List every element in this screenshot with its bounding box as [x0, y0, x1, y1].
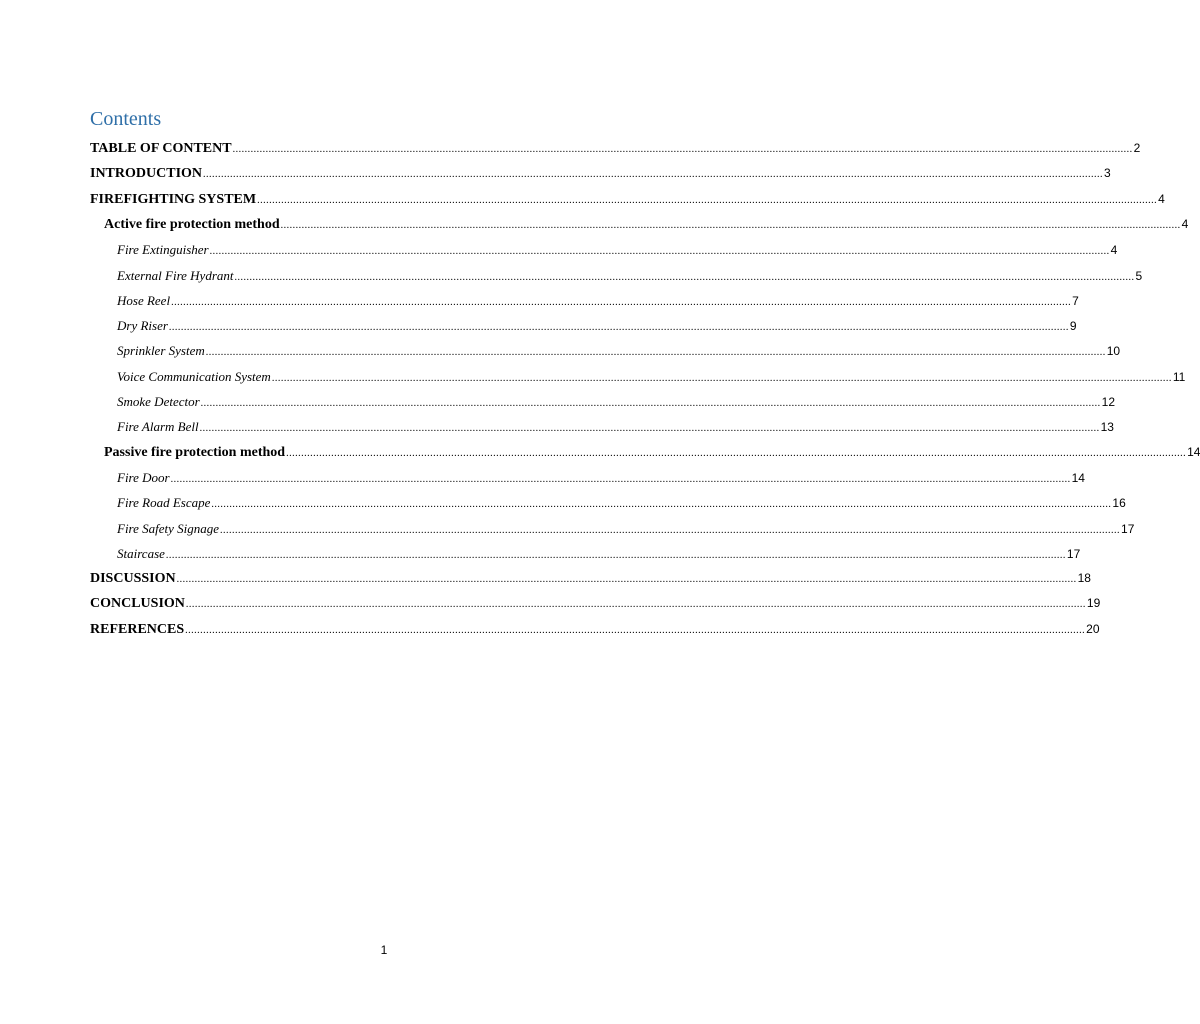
toc-entry-label: Fire Alarm Bell	[117, 419, 199, 434]
toc-entry-label: Staircase	[117, 546, 165, 561]
toc-entry-label: Fire Safety Signage	[117, 521, 220, 536]
dot-leader: ............................................................................................................................................................................................................................................................................................................	[168, 322, 1069, 333]
toc-entry[interactable]	[117, 394, 1116, 416]
dot-leader: ............................................................................................................................................................................................................................................................................................................	[170, 474, 1071, 485]
toc-entry-page-number: 20	[1086, 622, 1100, 636]
toc-entry-page-number: 10	[1106, 344, 1121, 358]
toc-entry-label: Fire Road Escape	[117, 495, 211, 510]
toc-entry-label: TABLE OF CONTENT	[90, 141, 232, 156]
dot-leader: ............................................................................................................................................................................................................................................................................................................	[199, 423, 1100, 434]
dot-leader: ............................................................................................................................................................................................................................................................................................................	[211, 499, 1112, 510]
toc-entry[interactable]	[117, 419, 1114, 441]
toc-entry-page-number: 18	[1077, 571, 1091, 585]
toc-entry-label: Dry Riser	[117, 318, 168, 333]
toc-entry-label: INTRODUCTION	[90, 166, 203, 181]
toc-entry-page-number: 17	[1121, 522, 1135, 536]
dot-leader: ............................................................................................................................................................................................................................................................................................................	[200, 398, 1101, 409]
dot-leader: ............................................................................................................................................................................................................................................................................................................	[280, 220, 1181, 231]
toc-entry-page-number: 4	[1158, 192, 1165, 206]
toc-entry-page-number: 11	[1172, 370, 1186, 384]
toc-entry[interactable]	[117, 318, 1077, 340]
toc-entry[interactable]	[90, 571, 1091, 593]
toc-entry[interactable]	[117, 495, 1126, 517]
toc-entry[interactable]	[90, 622, 1100, 644]
dot-leader: ............................................................................................................................................................................................................................................................................................................	[257, 195, 1158, 206]
toc-entry[interactable]	[117, 521, 1135, 543]
dot-leader: ............................................................................................................................................................................................................................................................................................................	[185, 599, 1086, 610]
toc-heading: Contents	[90, 108, 162, 130]
toc-entry[interactable]	[90, 192, 1165, 214]
toc-entry[interactable]	[90, 596, 1101, 618]
toc-entry-page-number: 7	[1072, 294, 1079, 308]
toc-entry[interactable]	[90, 141, 1141, 163]
toc-entry-page-number: 3	[1104, 166, 1111, 180]
toc-entry-label: REFERENCES	[90, 622, 185, 637]
toc-entry-page-number: 19	[1086, 596, 1101, 610]
dot-leader: ............................................................................................................................................................................................................................................................................................................	[271, 373, 1172, 384]
toc-entry[interactable]	[117, 293, 1079, 315]
toc-entry[interactable]	[117, 470, 1085, 492]
toc-entry-label: DISCUSSION	[90, 571, 176, 586]
toc-entry-page-number: 17	[1066, 547, 1081, 561]
toc-entry[interactable]	[117, 369, 1186, 391]
toc-entry-label: Passive fire protection method	[104, 445, 286, 460]
toc-entry-label: Smoke Detector	[117, 394, 200, 409]
toc-entry-page-number: 12	[1101, 395, 1116, 409]
dot-leader: ............................................................................................................................................................................................................................................................................................................	[171, 297, 1072, 308]
toc-entry-page-number: 14	[1071, 471, 1085, 485]
toc-entry-label: Active fire protection method	[104, 217, 280, 232]
dot-leader: ............................................................................................................................................................................................................................................................................................................	[220, 525, 1121, 536]
toc-entry-page-number: 16	[1112, 496, 1126, 510]
toc-entry[interactable]	[117, 343, 1121, 365]
dot-leader: ............................................................................................................................................................................................................................................................................................................	[203, 169, 1104, 180]
toc-entry-label: Voice Communication System	[117, 369, 271, 384]
dot-leader: ............................................................................................................................................................................................................................................................................................................	[234, 272, 1135, 283]
toc-entry-label: FIREFIGHTING SYSTEM	[90, 192, 257, 207]
dot-leader: ............................................................................................................................................................................................................................................................................................................	[209, 246, 1110, 257]
dot-leader: ............................................................................................................................................................................................................................................................................................................	[205, 347, 1106, 358]
toc-entry-label: Fire Door	[117, 470, 170, 485]
toc-entry-page-number: 9	[1069, 319, 1077, 333]
dot-leader: ............................................................................................................................................................................................................................................................................................................	[286, 448, 1187, 459]
toc-entry[interactable]	[117, 268, 1143, 290]
toc-entry-page-number: 2	[1133, 141, 1141, 155]
toc-entry[interactable]	[104, 217, 1189, 239]
toc-entry-label: CONCLUSION	[90, 596, 185, 611]
dot-leader: ............................................................................................................................................................................................................................................................................................................	[176, 574, 1077, 585]
dot-leader: ............................................................................................................................................................................................................................................................................................................	[165, 550, 1066, 561]
toc-entry[interactable]	[117, 546, 1081, 568]
toc-entry-label: Sprinkler System	[117, 343, 205, 358]
dot-leader: ............................................................................................................................................................................................................................................................................................................	[185, 625, 1086, 636]
toc-entry-label: Fire Extinguisher	[117, 242, 209, 257]
toc-entry-label: External Fire Hydrant	[117, 268, 234, 283]
toc-entry[interactable]	[104, 445, 1200, 467]
page-number: 1	[380, 943, 388, 957]
toc-entry-page-number: 4	[1181, 217, 1189, 231]
toc-entry[interactable]	[90, 166, 1111, 188]
dot-leader: ............................................................................................................................................................................................................................................................................................................	[232, 144, 1133, 155]
toc-entry-page-number: 4	[1110, 243, 1118, 257]
toc-entry-page-number: 14	[1187, 445, 1200, 459]
toc-entry-page-number: 13	[1100, 420, 1114, 434]
toc-entry-page-number: 5	[1135, 269, 1143, 283]
toc-entry-label: Hose Reel	[117, 293, 171, 308]
toc-entry[interactable]	[117, 242, 1118, 264]
